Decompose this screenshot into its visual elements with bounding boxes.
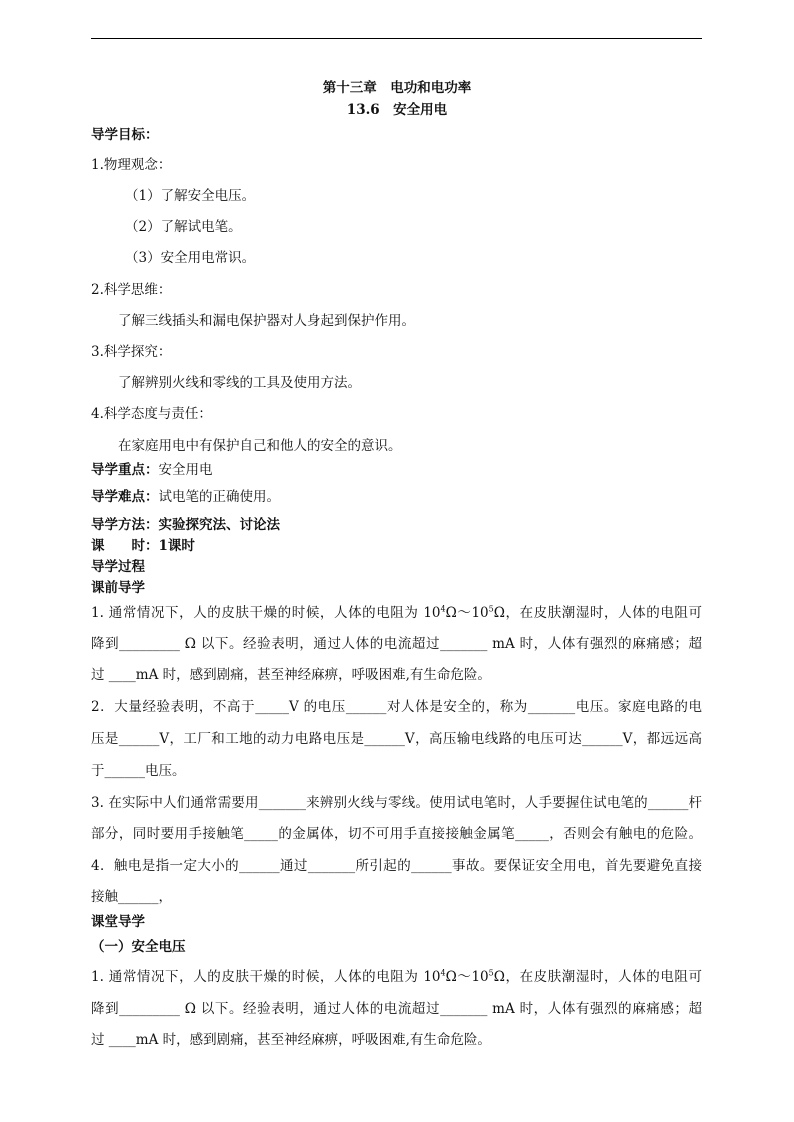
q1-line3: 过 ____mA 时，感到剧痛，甚至神经麻痹，呼吸困难,有生命危险。 (91, 667, 491, 683)
difficulty-label: 导学难点： (91, 489, 159, 505)
focus-label: 导学重点： (91, 462, 159, 478)
period-line: 课 时：1课时 (91, 538, 195, 554)
q1-repeat-line1 (91, 968, 702, 986)
q1-line2: 降到_________ Ω 以下。经验表明，通过人体的电流超过_______ mA 时，人体有强烈的麻痛感；超 (91, 636, 702, 652)
q1-line1-part-c: Ω，在皮肤潮湿时，人体的电阻可 (493, 605, 702, 621)
objective-3-text: 了解辨别火线和零线的工具及使用方法。 (118, 375, 361, 391)
objective-2-title: 2.科学思维： (91, 282, 172, 298)
q1-repeat-line1-part-c: Ω，在皮肤潮湿时，人体的电阻可 (493, 969, 702, 985)
objective-1c: （3）安全用电常识。 (125, 250, 256, 266)
method-line: 导学方法：实验探究法、讨论法 (91, 517, 280, 533)
q3-line2: 部分，同时要用手接触笔_____的金属体，切不可用手直接接触金属笔_____，否则会有触电的危险。 (91, 826, 702, 842)
q2-line1: 2．大量经验表明，不高于_____V 的电压______对人体是安全的，称为_______电压。家庭电路的电 (91, 699, 702, 715)
q1-repeat-exponent-1: 4 (440, 968, 446, 978)
q1-repeat-line1-part-b: Ω～10 (445, 969, 489, 985)
q1-repeat-line2: 降到_________ Ω 以下。经验表明，通过人体的电流超过_______ mA 时，人体有强烈的麻痛感；超 (91, 1001, 702, 1017)
objective-3-title: 3.科学探究： (91, 344, 172, 360)
objective-1a: （1）了解安全电压。 (125, 188, 256, 204)
q3-line1: 3. 在实际中人们通常需要用_______来辨别火线与零线。使用试电笔时，人手要握住试电笔的______杆 (91, 795, 702, 811)
q4-line1: 4．触电是指一定大小的______通过_______所引起的______事故。要保证安全用电，首先要避免直接 (91, 858, 702, 874)
focus-text: 安全用电 (158, 462, 213, 478)
q1-line1-part-b: Ω～10 (445, 605, 489, 621)
objective-1-title: 1.物理观念： (91, 157, 172, 173)
difficulty-text: 试电笔的正确使用。 (158, 489, 280, 505)
q1-exponent-1: 4 (440, 604, 446, 614)
q2-line2: 压是______V，工厂和工地的动力电路电压是______V，高压输电线路的电压可达______V，都远远高 (91, 731, 702, 747)
chapter-title: 第十三章 电功和电功率 (322, 80, 472, 96)
focus-line (91, 461, 702, 479)
q2-line3: 于______电压。 (91, 763, 186, 779)
safe-voltage-subheading: （一）安全电压 (91, 939, 186, 955)
difficulty-line (91, 488, 702, 506)
pre-class-heading: 课前导学 (91, 580, 145, 596)
classroom-heading: 课堂导学 (91, 914, 145, 930)
q1-repeat-line1-part-a: 1. 通常情况下，人的皮肤干燥的时候，人体的电阻为 10 (91, 969, 441, 985)
q1-line1-part-a: 1. 通常情况下，人的皮肤干燥的时候，人体的电阻为 10 (91, 605, 441, 621)
objective-2-text: 了解三线插头和漏电保护器对人身起到保护作用。 (118, 313, 415, 329)
objectives-heading: 导学目标： (91, 127, 159, 143)
objective-1b: （2）了解试电笔。 (125, 219, 242, 235)
section-title: 13.6 安全用电 (346, 102, 448, 118)
q1-exponent-2: 5 (488, 604, 494, 614)
objective-4-text: 在家庭用电中有保护自己和他人的安全的意识。 (118, 438, 402, 454)
objective-4-title: 4.科学态度与责任： (91, 406, 212, 422)
q4-line2: 接触______， (91, 889, 172, 905)
q1-repeat-line3: 过 ____mA 时，感到剧痛，甚至神经麻痹，呼吸困难,有生命危险。 (91, 1032, 491, 1048)
process-heading: 导学过程 (91, 559, 145, 575)
header-rule (91, 38, 702, 39)
q1-repeat-exponent-2: 5 (488, 968, 494, 978)
q1-line1 (91, 604, 702, 622)
